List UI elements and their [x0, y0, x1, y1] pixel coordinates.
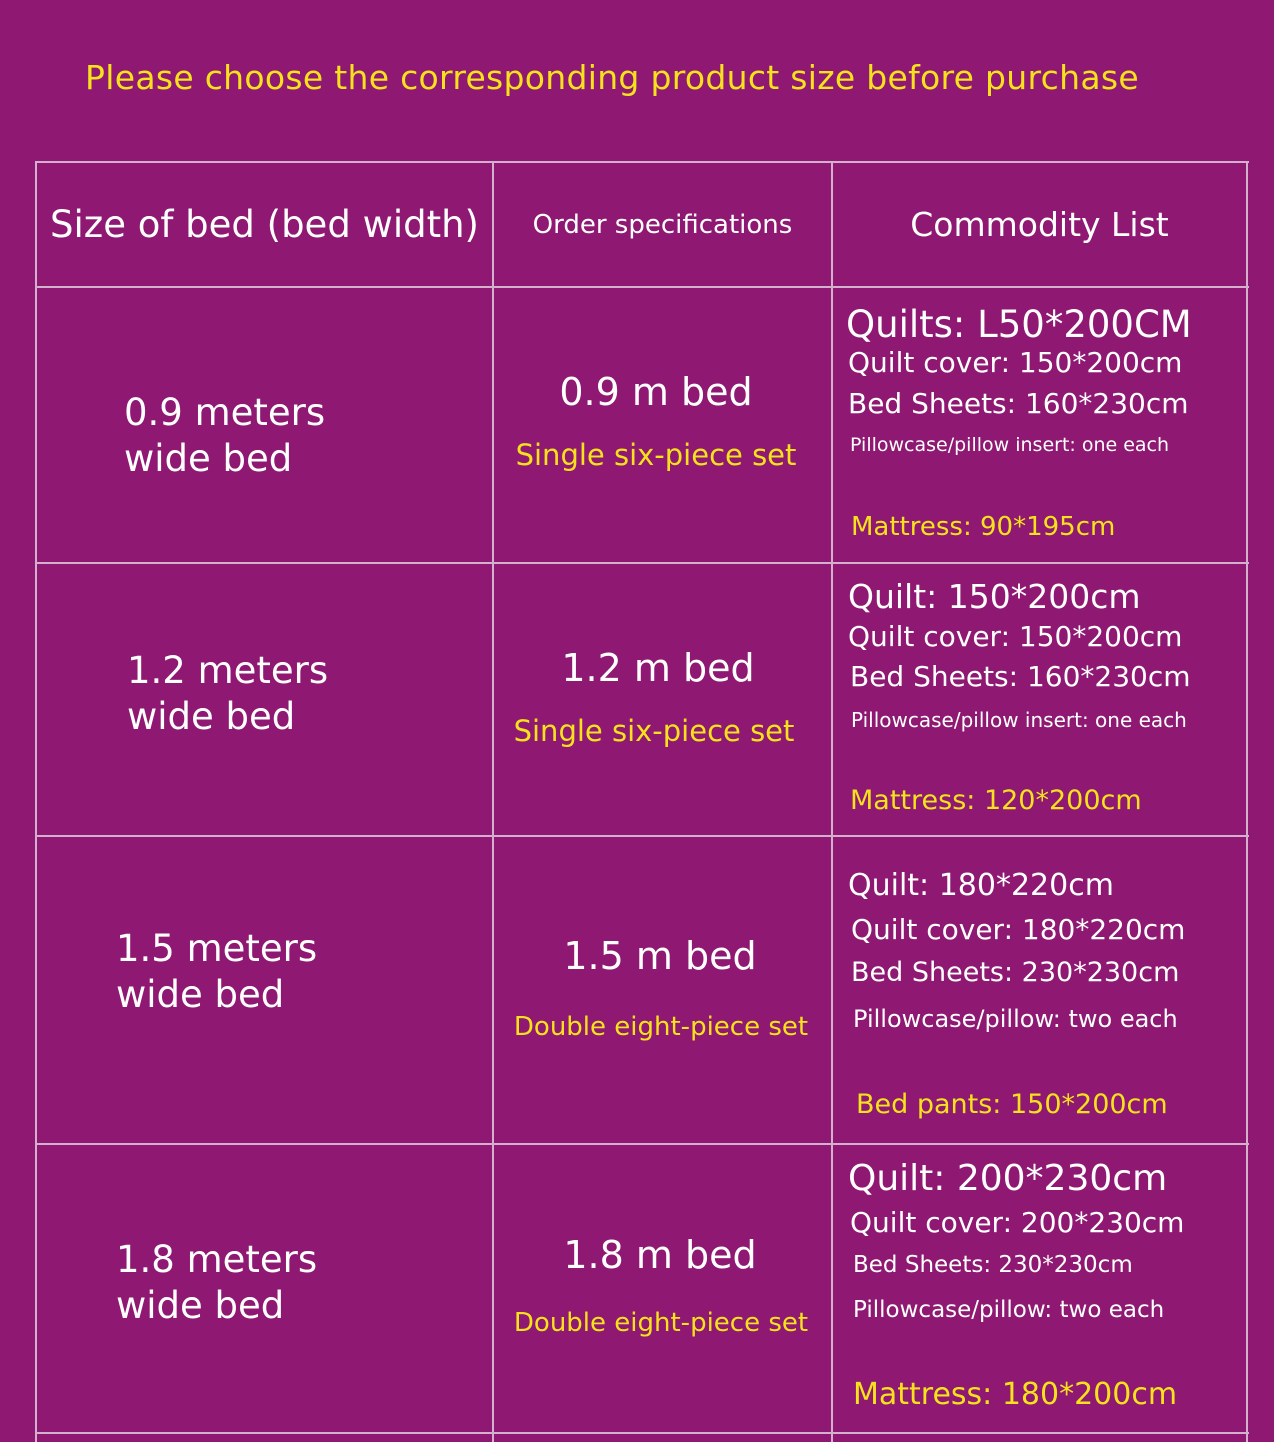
header-bed-width: Size of bed (bed width) — [50, 203, 479, 246]
table-row-divider — [35, 1143, 1249, 1145]
commodity-item-quilt: Quilt: 180*220cm — [848, 868, 1114, 903]
spec-set-name: Single six-piece set — [515, 438, 797, 472]
commodity-item-mattress: Mattress: 180*200cm — [853, 1377, 1178, 1412]
bed-width-suffix: wide bed — [127, 695, 296, 738]
bed-width-suffix: wide bed — [116, 1284, 285, 1327]
table-col-divider — [1246, 161, 1248, 1442]
commodity-item-bed-pants: Bed pants: 150*200cm — [856, 1089, 1168, 1120]
commodity-item-pillowcase: Pillowcase/pillow: two each — [853, 1005, 1178, 1033]
header-commodity-list: Commodity List — [910, 205, 1169, 244]
spec-bed-size: 1.2 m bed — [561, 646, 755, 690]
table-row-divider — [35, 1432, 1249, 1434]
bed-width-label — [127, 648, 328, 740]
commodity-item-quilt-cover: Quilt cover: 180*220cm — [851, 913, 1186, 946]
commodity-item-pillowcase: Pillowcase/pillow insert: one each — [850, 434, 1170, 456]
spec-set-name: Double eight-piece set — [513, 1308, 809, 1338]
commodity-item-mattress: Mattress: 120*200cm — [850, 785, 1142, 816]
header-order-spec: Order specifications — [532, 209, 793, 240]
commodity-item-pillowcase: Pillowcase/pillow: two each — [853, 1297, 1165, 1323]
commodity-item-mattress: Mattress: 90*195cm — [851, 512, 1116, 542]
commodity-item-bed-sheets: Bed Sheets: 230*230cm — [853, 1252, 1133, 1278]
spec-bed-size: 0.9 m bed — [559, 370, 753, 414]
commodity-item-quilt-cover: Quilt cover: 150*200cm — [848, 620, 1183, 653]
bed-width-suffix: wide bed — [116, 973, 285, 1016]
commodity-item-quilt-cover: Quilt cover: 200*230cm — [850, 1206, 1185, 1239]
table-row-divider — [35, 835, 1249, 837]
commodity-item-quilt: Quilt: 200*230cm — [848, 1158, 1168, 1199]
bed-width-value: 1.2 meters — [127, 649, 329, 692]
table-row-divider — [35, 562, 1249, 564]
page-title: Please choose the corresponding product size before purchase — [85, 58, 1139, 97]
commodity-item-pillowcase: Pillowcase/pillow insert: one each — [851, 708, 1187, 732]
spec-set-name: Single six-piece set — [513, 714, 795, 748]
bed-width-suffix: wide bed — [124, 437, 293, 480]
bed-width-label — [116, 926, 317, 1018]
table-row-divider — [35, 286, 1249, 288]
spec-bed-size: 1.8 m bed — [563, 1233, 757, 1277]
spec-set-name: Double eight-piece set — [513, 1012, 809, 1042]
bed-width-label — [124, 390, 325, 482]
commodity-item-quilt: Quilts: L50*200CM — [846, 303, 1192, 346]
bed-width-value: 0.9 meters — [124, 391, 326, 434]
table-col-divider — [831, 161, 833, 1442]
bed-width-value: 1.5 meters — [116, 927, 318, 970]
table-col-divider — [35, 161, 37, 1442]
commodity-item-quilt: Quilt: 150*200cm — [848, 577, 1141, 616]
bed-width-label — [116, 1237, 317, 1329]
commodity-item-bed-sheets: Bed Sheets: 160*230cm — [848, 387, 1189, 420]
commodity-item-bed-sheets: Bed Sheets: 230*230cm — [851, 957, 1180, 988]
bed-width-value: 1.8 meters — [116, 1238, 318, 1281]
spec-bed-size: 1.5 m bed — [563, 934, 757, 978]
commodity-item-bed-sheets: Bed Sheets: 160*230cm — [850, 660, 1191, 693]
commodity-item-quilt-cover: Quilt cover: 150*200cm — [848, 346, 1183, 379]
